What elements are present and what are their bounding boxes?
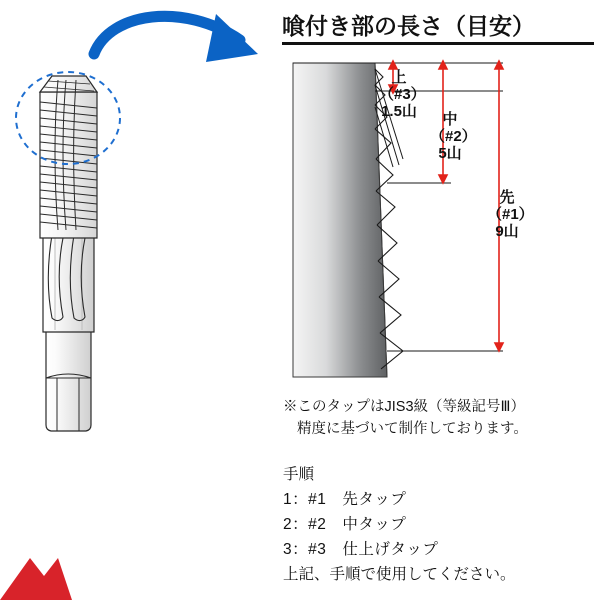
usage-step-3: 3：#3 仕上げタップ xyxy=(283,541,439,559)
jis-grade-note xyxy=(283,396,528,441)
dimension-label-saki xyxy=(487,189,534,240)
dimension-saki-value: 9山 xyxy=(495,222,519,240)
jis-grade-note-line1: ※このタップはJIS3級（等級記号Ⅲ） xyxy=(283,399,526,415)
tap-tool-illustration xyxy=(0,30,270,460)
tap-body-profile xyxy=(293,63,387,377)
blue-arrow-icon xyxy=(88,6,278,86)
dimension-label-ue xyxy=(379,69,426,120)
usage-steps xyxy=(283,462,516,588)
lead-length-diagram xyxy=(275,55,600,385)
dimension-ue-code: （#3） xyxy=(379,85,426,103)
dimension-saki-code: （#1） xyxy=(487,205,534,223)
usage-step-2: 2：#2 中タップ xyxy=(283,516,407,534)
dimension-naka-code: （#2） xyxy=(430,127,477,145)
dimension-label-naka xyxy=(430,111,477,162)
usage-steps-heading: 手順 xyxy=(283,466,315,483)
usage-step-1: 1：#1 先タップ xyxy=(283,491,407,509)
dimension-naka-name: 中 xyxy=(442,111,458,128)
dimension-ue-name: 上 xyxy=(391,69,407,86)
tap-threaded-section xyxy=(40,76,97,238)
tap-square-drive xyxy=(46,330,91,431)
dimension-naka-value: 5山 xyxy=(438,144,462,162)
usage-steps-footer: 上記、手順で使用してください。 xyxy=(283,566,516,584)
dimension-ue-value: 1.5山 xyxy=(381,102,417,120)
red-chevron-mark-icon xyxy=(0,538,72,600)
title-underline xyxy=(282,42,594,45)
jis-grade-note-line2: 精度に基づいて制作しております。 xyxy=(297,421,528,438)
page-title: 喰付き部の長さ（目安） xyxy=(282,13,535,39)
dimension-saki-name: 先 xyxy=(499,189,515,206)
